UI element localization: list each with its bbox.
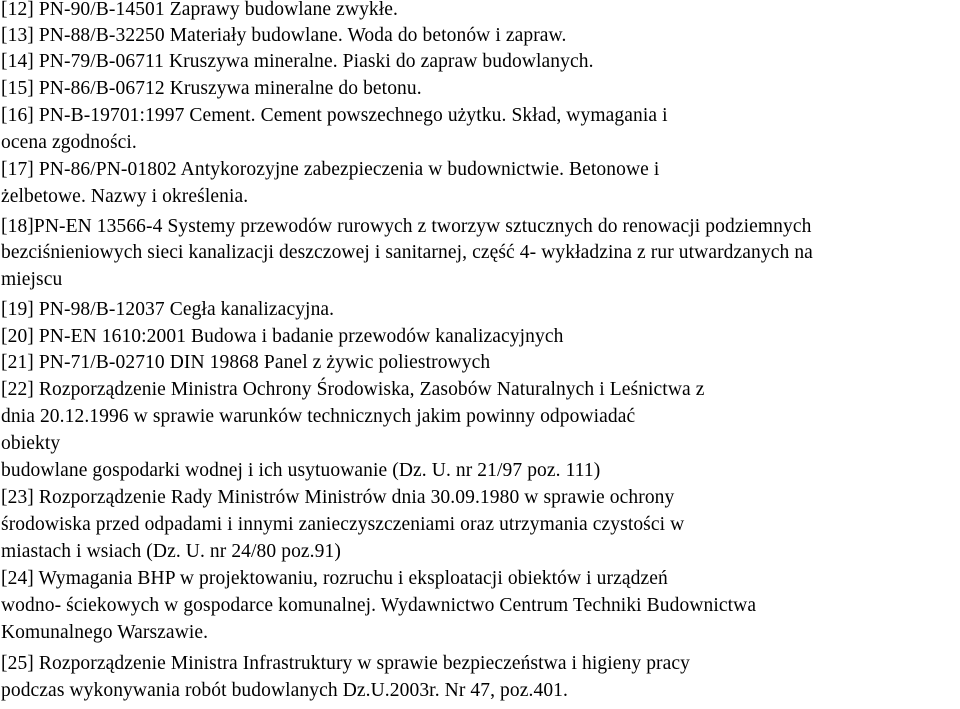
reference-line: [20] PN-EN 1610:2001 Budowa i badanie przewodów kanalizacyjnych [1,326,564,347]
reference-line: [24] Wymagania BHP w projektowaniu, rozruchu i eksploatacji obiektów i urządzeń [1,568,668,589]
reference-line: budowlane gospodarki wodnej i ich usytuowanie (Dz. U. nr 21/97 poz. 111) [1,460,601,481]
reference-line: [17] PN-86/PN-01802 Antykorozyjne zabezpieczenia w budownictwie. Betonowe i [1,159,660,180]
reference-line: [14] PN-79/B-06711 Kruszywa mineralne. Piaski do zapraw budowlanych. [1,51,594,72]
reference-line: [25] Rozporządzenie Ministra Infrastruktury w sprawie bezpieczeństwa i higieny pracy [1,653,691,674]
reference-line: [15] PN-86/B-06712 Kruszywa mineralne do betonu. [1,78,422,99]
reference-line: [22] Rozporządzenie Ministra Ochrony Środowiska, Zasobów Naturalnych i Leśnictwa z [1,379,705,400]
reference-line: [21] PN-71/B-02710 DIN 19868 Panel z żywic poliestrowych [1,352,491,373]
reference-line: [19] PN-98/B-12037 Cegła kanalizacyjna. [1,299,335,320]
reference-line: żelbetowe. Nazwy i określenia. [1,186,249,207]
reference-line: bezciśnieniowych sieci kanalizacji deszczowej i sanitarnej, część 4- wykładzina z rur utwardzanych na [1,242,813,263]
reference-line: [12] PN-90/B-14501 Zaprawy budowlane zwykłe. [1,0,399,20]
reference-line: Komunalnego Warszawie. [1,622,209,643]
reference-line: [18]PN-EN 13566-4 Systemy przewodów rurowych z tworzyw sztucznych do renowacji podziemnych [1,216,812,237]
reference-line: [13] PN-88/B-32250 Materiały budowlane. Woda do betonów i zapraw. [1,25,567,46]
reference-line: miejscu [1,269,63,290]
reference-line: ocena zgodności. [1,132,137,153]
reference-line: wodno- ściekowych w gospodarce komunalnej. Wydawnictwo Centrum Techniki Budownictwa [1,595,757,616]
reference-line: miastach i wsiach (Dz. U. nr 24/80 poz.91) [1,541,341,562]
reference-line: dnia 20.12.1996 w sprawie warunków technicznych jakim powinny odpowiadać [1,406,636,427]
reference-line: środowiska przed odpadami i innymi zanieczyszczeniami oraz utrzymania czystości w [1,514,685,535]
reference-line: obiekty [1,433,61,454]
reference-line: [23] Rozporządzenie Rady Ministrów Ministrów dnia 30.09.1980 w sprawie ochrony [1,487,675,508]
reference-line: [16] PN-B-19701:1997 Cement. Cement powszechnego użytku. Skład, wymagania i [1,105,668,126]
reference-line: podczas wykonywania robót budowlanych Dz.U.2003r. Nr 47, poz.401. [1,680,569,701]
